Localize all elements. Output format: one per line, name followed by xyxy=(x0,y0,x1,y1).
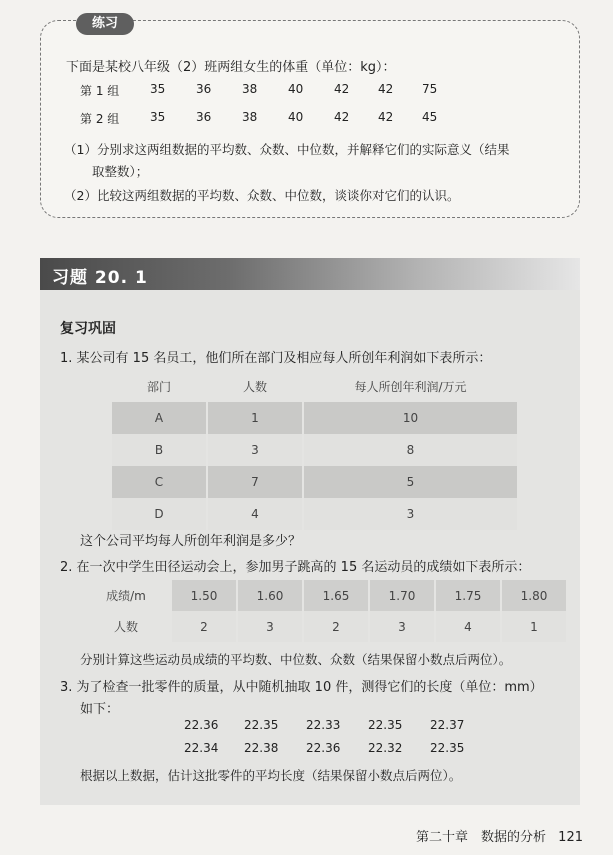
practice-intro: 下面是某校八年级（2）班两组女生的体重（单位：kg）： xyxy=(66,60,396,75)
measurement: 22.32 xyxy=(368,741,403,755)
value-cell: 40 xyxy=(288,82,304,96)
high-jump-table xyxy=(82,580,566,642)
table-cell: 10 xyxy=(303,402,517,434)
group-2-label: 第 2 组 xyxy=(80,112,120,126)
value-cell: 35 xyxy=(150,82,166,96)
page-number: 121 xyxy=(558,830,583,845)
group-1-row xyxy=(0,82,613,102)
measurement-row-2 xyxy=(0,741,613,759)
table-cell: D xyxy=(112,498,207,530)
table-row xyxy=(112,498,517,530)
measurement: 22.38 xyxy=(244,741,279,755)
value-cell: 36 xyxy=(196,82,212,96)
problem-3-text: 3. 为了检查一批零件的质量，从中随机抽取 10 件，测得它们的长度（单位：mm） xyxy=(60,680,543,695)
value-cell: 42 xyxy=(334,82,350,96)
practice-tag: 练习 xyxy=(76,13,134,35)
problem-1-text: 1. 某公司有 15 名员工，他们所在部门及相应每人所创年利润如下表所示： xyxy=(60,351,492,366)
exercise-title: 习题 20. 1 xyxy=(52,268,148,288)
group-2-row xyxy=(0,110,613,130)
table-cell: 7 xyxy=(207,466,303,498)
row-label: 成绩/m xyxy=(82,580,171,611)
value-cell: 42 xyxy=(378,82,394,96)
practice-question-2: （2）比较这两组数据的平均数、众数、中位数，谈谈你对它们的认识。 xyxy=(64,188,460,203)
measurement: 22.35 xyxy=(368,718,403,732)
value-cell: 42 xyxy=(334,110,350,124)
table-cell: 3 xyxy=(237,611,303,642)
table-header: 部门 xyxy=(112,370,207,402)
table-header-row xyxy=(112,370,517,402)
profit-table xyxy=(112,370,517,530)
table-cell: 3 xyxy=(369,611,435,642)
table-cell: 4 xyxy=(207,498,303,530)
group-1-label: 第 1 组 xyxy=(80,84,120,98)
table-cell: 1 xyxy=(207,402,303,434)
table-cell: 3 xyxy=(207,434,303,466)
table-cell: B xyxy=(112,434,207,466)
table-cell: 1.80 xyxy=(501,580,566,611)
value-cell: 38 xyxy=(242,82,258,96)
practice-question-1-cont: 取整数）； xyxy=(92,164,149,179)
measurement: 22.37 xyxy=(430,718,465,732)
table-row xyxy=(112,402,517,434)
table-cell: 8 xyxy=(303,434,517,466)
table-cell: 4 xyxy=(435,611,501,642)
measurement: 22.36 xyxy=(306,741,341,755)
value-cell: 45 xyxy=(422,110,438,124)
table-cell: C xyxy=(112,466,207,498)
page-footer xyxy=(416,826,583,845)
value-cell: 40 xyxy=(288,110,304,124)
measurement: 22.33 xyxy=(306,718,341,732)
table-cell: 5 xyxy=(303,466,517,498)
value-cell: 42 xyxy=(378,110,394,124)
problem-2-text: 2. 在一次中学生田径运动会上，参加男子跳高的 15 名运动员的成绩如下表所示： xyxy=(60,560,531,575)
table-row xyxy=(112,434,517,466)
value-cell: 38 xyxy=(242,110,258,124)
measurement: 22.36 xyxy=(184,718,219,732)
row-label: 人数 xyxy=(82,611,171,642)
table-header: 人数 xyxy=(207,370,303,402)
measurement: 22.35 xyxy=(430,741,465,755)
problem-1-question: 这个公司平均每人所创年利润是多少？ xyxy=(80,534,302,549)
practice-question-1: （1）分别求这两组数据的平均数、众数、中位数，并解释它们的实际意义（结果 xyxy=(64,142,510,157)
table-cell: 2 xyxy=(171,611,237,642)
table-row xyxy=(112,466,517,498)
problem-3-question: 根据以上数据，估计这批零件的平均长度（结果保留小数点后两位）。 xyxy=(80,768,462,783)
problem-3-text-cont: 如下： xyxy=(80,702,120,717)
measurement: 22.35 xyxy=(244,718,279,732)
problem-2-question: 分别计算这些运动员成绩的平均数、中位数、众数（结果保留小数点后两位）。 xyxy=(80,652,512,667)
table-row xyxy=(82,611,566,642)
table-cell: A xyxy=(112,402,207,434)
table-cell: 1.60 xyxy=(237,580,303,611)
table-cell: 2 xyxy=(303,611,369,642)
chapter-label: 第二十章 数据的分析 xyxy=(416,830,547,845)
table-cell: 3 xyxy=(303,498,517,530)
value-cell: 75 xyxy=(422,82,438,96)
table-cell: 1.65 xyxy=(303,580,369,611)
table-cell: 1.75 xyxy=(435,580,501,611)
measurement-row-1 xyxy=(0,718,613,736)
table-row xyxy=(82,580,566,611)
section-title: 复习巩固 xyxy=(60,321,116,337)
table-cell: 1.50 xyxy=(171,580,237,611)
value-cell: 35 xyxy=(150,110,166,124)
table-cell: 1.70 xyxy=(369,580,435,611)
table-header: 每人所创年利润/万元 xyxy=(303,370,517,402)
measurement: 22.34 xyxy=(184,741,219,755)
table-cell: 1 xyxy=(501,611,566,642)
value-cell: 36 xyxy=(196,110,212,124)
